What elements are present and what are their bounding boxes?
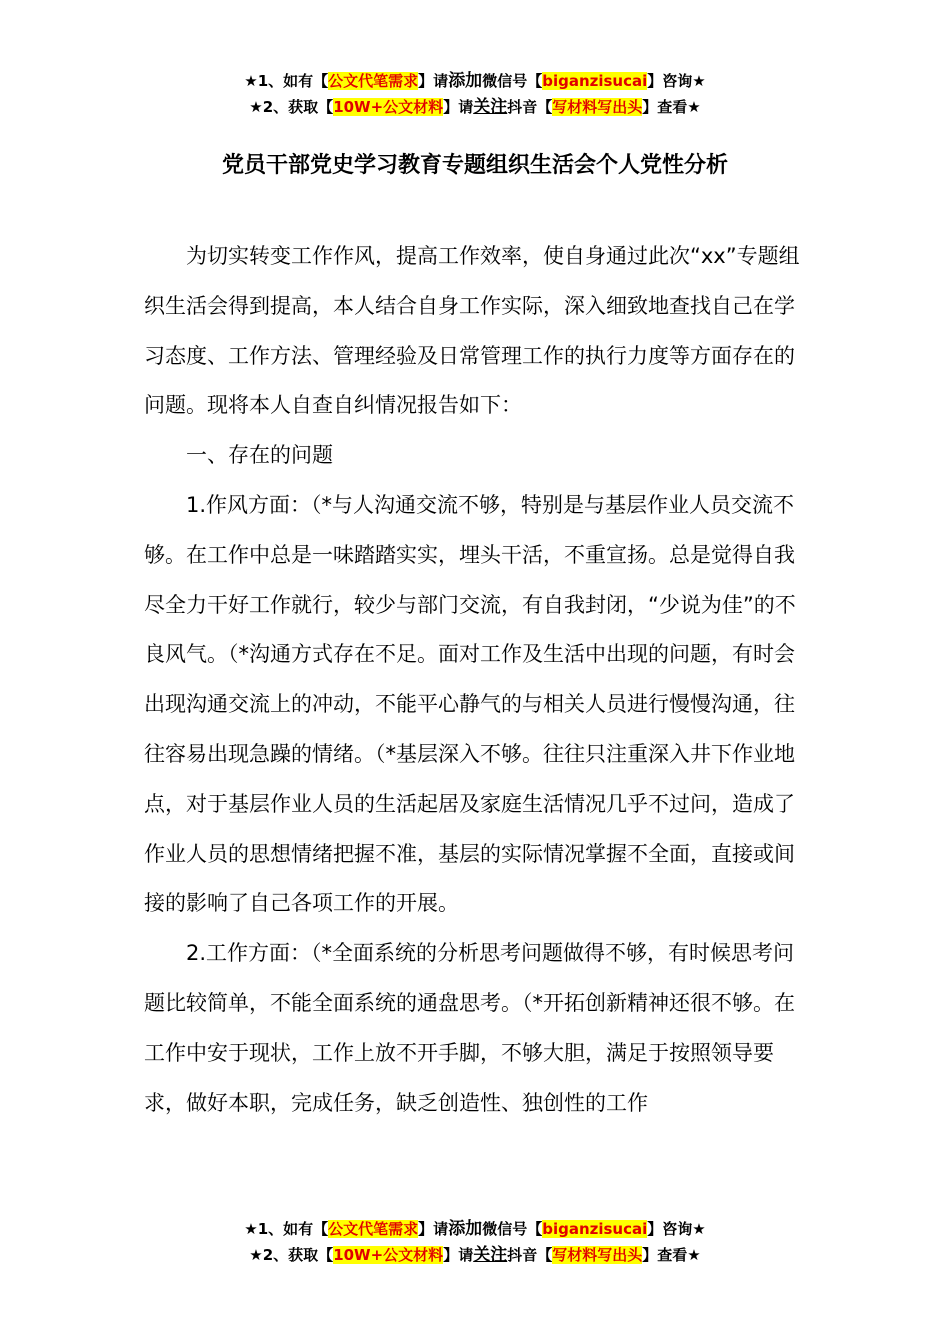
paragraph-work-style: 1.作风方面：（*与人沟通交流不够，特别是与基层作业人员交流不够。在工作中总是一味踏踏实实，埋头干活，不重宣扬。总是觉得自我尽全力干好工作就行，较少与部门交流，有自我封闭，“少说为佳”的不良风气。（*沟通方式存在不足。面对工作及生活中出现的问题，有时会出现沟通交流上的冲动，不能平心静气的与相关人员进行慢慢沟通，往往容易出现急躁的情绪。（*基层深入不够。往往只注重深入井下作业地点，对于基层作业人员的生活起居及家庭生活情况几乎不过问，造成了作业人员的思想情绪把握不准，基层的实际情况掌握不全面，直接或间接的影响了自己各项工作的开展。 (144, 492, 796, 916)
footer-banner (0, 1216, 950, 1268)
header-banner (0, 68, 950, 120)
banner-emphasis: 关注 (473, 97, 508, 117)
banner-text: ★2、获取【 (249, 1246, 334, 1264)
banner-text: 】请 (418, 72, 449, 90)
banner-text: ★2、获取【 (249, 98, 334, 116)
banner-text: 】请 (418, 1220, 449, 1238)
paragraph-work: 2.工作方面：（*全面系统的分析思考问题做得不够，有时候思考问题比较简单，不能全面系统的通盘思考。（*开拓创新精神还很不够。在工作中安于现状，工作上放不开手脚，不够大胆，满足于按照领导要求，做好本职，完成任务，缺乏创造性、独创性的工作 (144, 941, 795, 1115)
banner-highlight: 公文代笔需求 (328, 72, 419, 90)
paragraph-intro: 为切实转变工作作风，提高工作效率，使自身通过此次“xx”专题组织生活会得到提高，本人结合自身工作实际，深入细致地查找自己在学习态度、工作方法、管理经验及日常管理工作的执行力度等方面存在的问题。现将本人自查自纠情况报告如下： (144, 244, 800, 418)
banner-line-2 (0, 1242, 950, 1268)
banner-emphasis: 添加 (448, 71, 483, 91)
banner-text: ★1、如有【 (244, 1220, 329, 1238)
banner-text: 】咨询★ (647, 1220, 706, 1238)
banner-text: 抖音【 (507, 98, 553, 116)
banner-highlight: biganzisucai (542, 72, 648, 90)
banner-text: 】查看★ (642, 98, 701, 116)
banner-text: 微信号【 (482, 72, 543, 90)
banner-highlight: 公文代笔需求 (328, 1220, 419, 1238)
banner-highlight: 10W+公文材料 (333, 98, 444, 116)
document-body (144, 232, 808, 1128)
section-heading: 一、存在的问题 (186, 443, 333, 468)
banner-line-1 (0, 68, 950, 94)
document-title: 党员干部党史学习教育专题组织生活会个人党性分析 (221, 153, 728, 178)
banner-text: 】咨询★ (647, 72, 706, 90)
banner-text: ★1、如有【 (244, 72, 329, 90)
banner-text: 】查看★ (642, 1246, 701, 1264)
banner-highlight: biganzisucai (542, 1220, 648, 1238)
banner-text: 抖音【 (507, 1246, 553, 1264)
banner-highlight: 写材料写出头 (552, 98, 643, 116)
banner-highlight: 写材料写出头 (552, 1246, 643, 1264)
banner-line-1 (0, 1216, 950, 1242)
banner-emphasis: 关注 (473, 1245, 508, 1265)
banner-highlight: 10W+公文材料 (333, 1246, 444, 1264)
banner-text: 微信号【 (482, 1220, 543, 1238)
banner-text: 】请 (443, 98, 474, 116)
banner-emphasis: 添加 (448, 1219, 483, 1239)
banner-line-2 (0, 94, 950, 120)
banner-text: 】请 (443, 1246, 474, 1264)
